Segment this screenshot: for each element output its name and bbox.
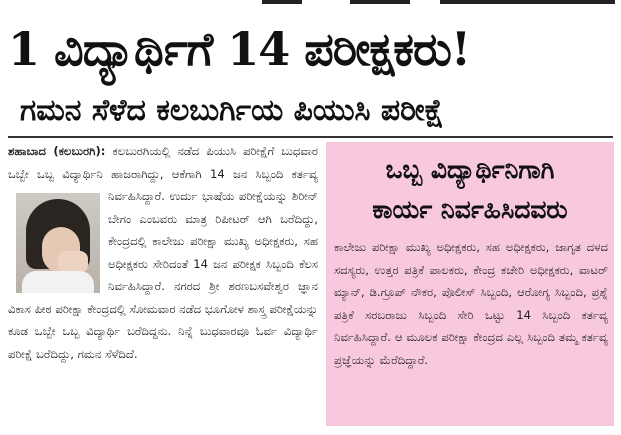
article-paragraph: ಉರ್ದು ಭಾಷೆಯ ಪರೀಕ್ಷೆಯನ್ನು ಶಿರೀನ್ ಬೇಗಂ ಎಂಬವರು ಮಾತ್ರ ರಿಪೀಟರ್ ಆಗಿ ಬರೆದಿದ್ದು, ಕೇಂದ್ರದಲ್ಲಿ ಕಾಲೇಜು ಪರೀಕ್ಷಾ ಮುಖ್ಯ ಅಧೀಕ್ಷಕರು, ಸಹ ಅಧೀಕ್ಷಕರು ಸೇರಿದಂತೆ 14 ಜನ ಪರೀಕ್ಷಕ ಸಿಬ್ಬಂದಿ ಕೆಲಸ ನಿರ್ವಹಿಸಿದ್ದಾರೆ. ನಗರದ ಶ್ರೀ ಶರಣಬಸವೇಶ್ವರ ಜ್ಞಾನ ವಿಕಾಸ ಪೀಠ ಪರೀಕ್ಷಾ ಕೇಂದ್ರದಲ್ಲಿ ಸೋಮವಾರ ನಡೆದ ಭೂಗೋಳ ಶಾಸ್ತ್ರ ಪರೀಕ್ಷೆಯನ್ನು ಕೂಡ ಒಬ್ಬೇ ಒಬ್ಬ ವಿದ್ಯಾರ್ಥಿ ಬರೆದಿದ್ದನು. ನಿನ್ನೆ ಬುಧವಾರವೂ ಓರ್ವ ವಿದ್ಯಾರ್ಥಿ ಪರೀಕ್ಷೆ ಬರೆದಿದ್ದು, ಗಮನ ಸೆಳೆದಿದೆ.	[8, 189, 318, 361]
sidebar-title-line-2: ಕಾರ್ಯ ನಿರ್ವಹಿಸಿದವರು	[372, 195, 568, 224]
subheadline: ಗಮನ ಸೆಳೆದ ಕಲಬುರ್ಗಿಯ ಪಿಯುಸಿ ಪರೀಕ್ಷೆ	[20, 93, 444, 128]
article-body	[8, 140, 318, 425]
top-edge-fragment	[350, 0, 410, 4]
dateline: ಶಹಾಬಾದ (ಕಲಬುರಗಿ):	[8, 144, 106, 158]
headline: 1 ವಿದ್ಯಾರ್ಥಿಗೆ 14 ಪರೀಕ್ಷಕರು!	[8, 22, 471, 76]
top-edge-fragment	[262, 0, 302, 4]
sidebar-text: ಕಾಲೇಜು ಪರೀಕ್ಷಾ ಮುಖ್ಯ ಅಧೀಕ್ಷಕರು, ಸಹ ಅಧೀಕ್ಷಕರು, ಜಾಗೃತ ದಳದ ಸದಸ್ಯರು, ಉತ್ತರ ಪತ್ರಿಕೆ ಪಾಲಕರು, ಕೇಂದ್ರ ಕಚೇರಿ ಅಧೀಕ್ಷಕರು, ವಾಟರ್ ಮ್ಯಾನ್, ಡಿ.ಗ್ರೂಪ್ ನೌಕರ, ಪೊಲೀಸ್ ಸಿಬ್ಬಂದಿ, ಆರೋಗ್ಯ ಸಿಬ್ಬಂದಿ, ಪ್ರಶ್ನೆ ಪತ್ರಿಕೆ ಸರಬರಾಜು ಸಿಬ್ಬಂದಿ ಸೇರಿ ಒಟ್ಟು 14 ಸಿಬ್ಬಂದಿ ಕರ್ತವ್ಯ ನಿರ್ವಹಿಸಿದ್ದಾರೆ. ಆ ಮೂಲಕ ಪರೀಕ್ಷಾ ಕೇಂದ್ರದ ಎಲ್ಲ ಸಿಬ್ಬಂದಿ ತಮ್ಮ ಕರ್ತವ್ಯ ಪ್ರಜ್ಞೆಯನ್ನು ಮೆರೆದಿದ್ದಾರೆ.	[334, 240, 608, 367]
sidebar-box	[326, 142, 614, 426]
student-photo	[16, 193, 100, 293]
sidebar-title-line-1: ಒಬ್ಬ ವಿದ್ಯಾರ್ಥಿನಿಗಾಗಿ	[385, 155, 555, 184]
article-lead: ಕಲಬುರಗಿಯಲ್ಲಿ ನಡೆದ ಪಿಯುಸಿ ಪರೀಕ್ಷೆಗೆ ಬುಧವಾರ ಒಬ್ಬೇ ಒಬ್ಬ ವಿದ್ಯಾರ್ಥಿನಿ ಹಾಜರಾಗಿದ್ದು, ಆಕೆಗಾಗಿ 14 ಜನ ಸಿಬ್ಬಂದಿ ಕರ್ತವ್ಯ ನಿರ್ವಹಿಸಿದ್ದಾರೆ.	[8, 144, 318, 203]
headline-rule	[8, 136, 613, 138]
sidebar-title	[326, 150, 614, 230]
top-edge-strip	[0, 0, 621, 6]
top-edge-fragment	[440, 0, 615, 4]
